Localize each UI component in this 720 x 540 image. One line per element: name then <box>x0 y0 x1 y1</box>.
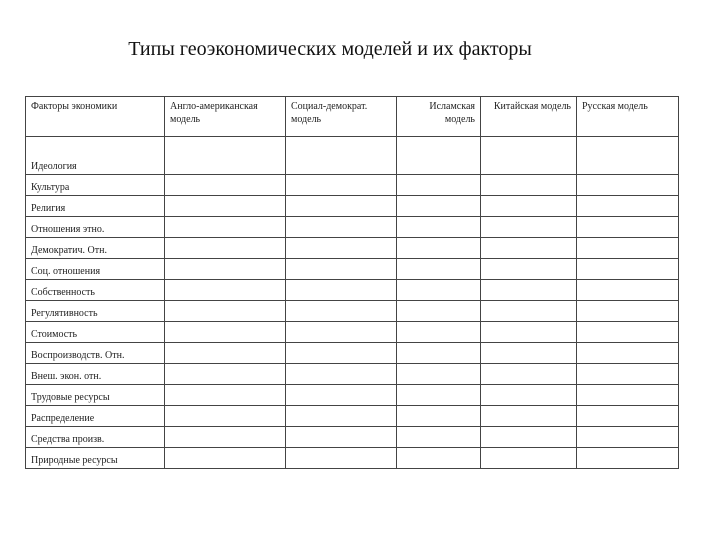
table-cell <box>397 280 481 301</box>
table-cell <box>286 427 397 448</box>
table-cell <box>577 259 679 280</box>
table-row <box>26 175 679 196</box>
table-cell <box>165 238 286 259</box>
table-row <box>26 385 679 406</box>
row-label: Собственность <box>26 280 165 301</box>
table-cell <box>577 364 679 385</box>
row-label: Природные ресурсы <box>26 448 165 469</box>
table-cell <box>165 280 286 301</box>
table-cell <box>577 301 679 322</box>
table-row <box>26 406 679 427</box>
table-cell <box>397 448 481 469</box>
table-cell <box>165 364 286 385</box>
table-cell <box>397 137 481 175</box>
table-cell <box>286 217 397 238</box>
table-row <box>26 301 679 322</box>
table-cell <box>286 364 397 385</box>
row-label: Отношения этно. <box>26 217 165 238</box>
table-cell <box>165 322 286 343</box>
header-social-democratic-model: Социал-демократ. модель <box>286 97 397 137</box>
table-cell <box>286 385 397 406</box>
table-cell <box>481 137 577 175</box>
table-cell <box>397 196 481 217</box>
table-cell <box>481 385 577 406</box>
table-cell <box>481 259 577 280</box>
table-cell <box>165 175 286 196</box>
table-cell <box>577 175 679 196</box>
table-cell <box>165 259 286 280</box>
table-cell <box>481 175 577 196</box>
table-cell <box>397 217 481 238</box>
table-cell <box>286 137 397 175</box>
row-label: Соц. отношения <box>26 259 165 280</box>
table-cell <box>397 427 481 448</box>
table-row <box>26 364 679 385</box>
table-cell <box>286 238 397 259</box>
table-cell <box>481 322 577 343</box>
table-header-row <box>26 97 679 137</box>
table-cell <box>397 175 481 196</box>
table-cell <box>397 406 481 427</box>
table-row <box>26 280 679 301</box>
table-cell <box>481 427 577 448</box>
table-row <box>26 343 679 364</box>
table-cell <box>577 406 679 427</box>
table-cell <box>286 406 397 427</box>
table-cell <box>481 196 577 217</box>
table-cell <box>397 343 481 364</box>
table-cell <box>481 301 577 322</box>
table-row <box>26 427 679 448</box>
row-label: Демократич. Отн. <box>26 238 165 259</box>
table-cell <box>577 448 679 469</box>
table-row <box>26 322 679 343</box>
table-cell <box>397 301 481 322</box>
row-label: Регулятивность <box>26 301 165 322</box>
table-cell <box>577 196 679 217</box>
table-cell <box>577 322 679 343</box>
table-row <box>26 448 679 469</box>
table-cell <box>165 385 286 406</box>
header-chinese-model: Китайская модель <box>481 97 577 137</box>
table-cell <box>165 343 286 364</box>
geo-economic-models-table <box>25 96 679 469</box>
row-label: Стоимость <box>26 322 165 343</box>
row-label: Религия <box>26 196 165 217</box>
table-cell <box>577 385 679 406</box>
table-cell <box>481 343 577 364</box>
table-row <box>26 238 679 259</box>
row-label: Средства произв. <box>26 427 165 448</box>
header-anglo-american-model: Англо-американская модель <box>165 97 286 137</box>
row-label: Внеш. экон. отн. <box>26 364 165 385</box>
page-title: Типы геоэкономических моделей и их факторы <box>128 38 532 60</box>
table-row <box>26 217 679 238</box>
row-label: Воспроизводств. Отн. <box>26 343 165 364</box>
row-label: Трудовые ресурсы <box>26 385 165 406</box>
table-cell <box>577 343 679 364</box>
table-cell <box>165 406 286 427</box>
row-label: Распределение <box>26 406 165 427</box>
table-cell <box>286 448 397 469</box>
table-cell <box>397 322 481 343</box>
table-cell <box>397 238 481 259</box>
table-cell <box>577 217 679 238</box>
table-cell <box>286 280 397 301</box>
table-cell <box>397 259 481 280</box>
header-russian-model: Русская модель <box>577 97 679 137</box>
table-cell <box>286 175 397 196</box>
table-cell <box>481 406 577 427</box>
header-islamic-model: Исламская модель <box>397 97 481 137</box>
table-cell <box>286 301 397 322</box>
table-cell <box>165 137 286 175</box>
row-label: Культура <box>26 175 165 196</box>
table-row <box>26 196 679 217</box>
table-cell <box>481 280 577 301</box>
table-cell <box>286 196 397 217</box>
table-cell <box>577 280 679 301</box>
table-cell <box>286 343 397 364</box>
table-cell <box>165 196 286 217</box>
table-cell <box>397 385 481 406</box>
table-cell <box>481 364 577 385</box>
table-cell <box>286 322 397 343</box>
row-label: Идеология <box>26 137 165 175</box>
table-row <box>26 137 679 175</box>
table-cell <box>286 259 397 280</box>
table-cell <box>577 137 679 175</box>
table-cell <box>165 217 286 238</box>
table-cell <box>165 427 286 448</box>
table-row <box>26 259 679 280</box>
header-factors: Факторы экономики <box>26 97 165 137</box>
table-cell <box>481 217 577 238</box>
table-cell <box>577 427 679 448</box>
table-cell <box>577 238 679 259</box>
table-cell <box>165 301 286 322</box>
table-cell <box>481 238 577 259</box>
table-cell <box>481 448 577 469</box>
table-cell <box>397 364 481 385</box>
table-cell <box>165 448 286 469</box>
